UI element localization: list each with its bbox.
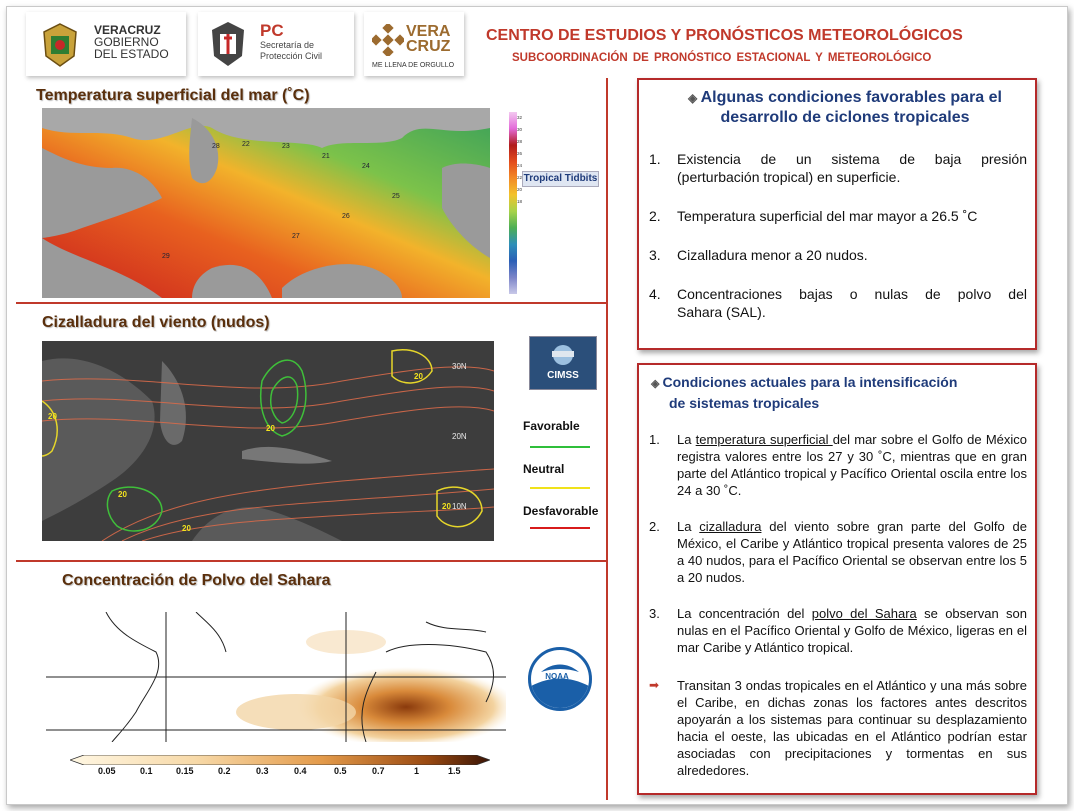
panel2-title — [651, 373, 1031, 413]
item-text-line1: Existencia de un sistema de baja presión — [677, 151, 1027, 167]
veracruz-line1: VERACRUZ — [94, 23, 161, 37]
sst-map-number: 23 — [282, 143, 290, 150]
sst-map-number: 22 — [242, 141, 250, 148]
noaa-logo — [528, 647, 592, 711]
cruz-text: CRUZ — [406, 38, 451, 55]
panel1-title — [659, 88, 1031, 128]
sst-scale-label: 24 — [517, 163, 523, 168]
item-number: 2. — [649, 519, 660, 534]
page-title: CENTRO DE ESTUDIOS Y PRONÓSTICOS METEOROLÓGICOS — [486, 27, 963, 44]
item-prefix: La — [677, 519, 700, 534]
panel1-title-line2: desarrollo de ciclones tropicales — [720, 109, 970, 126]
sst-map-number: 28 — [212, 143, 220, 150]
dust-map-graphic — [46, 612, 506, 742]
sst-map-number: 27 — [292, 233, 300, 240]
legend-unfavorable-line — [530, 527, 590, 529]
dust-scale-label: 0.05 — [98, 766, 116, 776]
sst-scale-labels — [517, 112, 527, 294]
ornament-icon — [372, 24, 404, 56]
sst-map-number: 25 — [392, 193, 400, 200]
diamond-bullet-icon: ◈ — [688, 91, 701, 105]
sst-scale-label: 28 — [517, 139, 523, 144]
current-item — [649, 677, 1027, 785]
page-subtitle: SUBCOORDINACIÓN DE PRONÓSTICO ESTACIONAL Y METEOROLÓGICO — [512, 52, 932, 64]
section-separator-2 — [16, 560, 606, 562]
legend-unfavorable-label: Desfavorable — [523, 504, 599, 518]
contour-label: 20 — [414, 372, 423, 381]
panel2-title-line2: de sistemas tropicales — [669, 395, 820, 411]
contour-label: 20 — [182, 524, 191, 533]
item-text-line1: Concentraciones bajas o nulas de polvo del — [677, 286, 1027, 302]
diamond-bullet-icon: ◈ — [651, 378, 663, 390]
item-text-line1: Temperatura superficial del mar mayor a 26.5 ˚C — [677, 208, 978, 224]
current-item — [649, 605, 1027, 659]
dust-title: Concentración de Polvo del Sahara — [62, 572, 331, 589]
sst-title: Temperatura superficial del mar (˚C) — [36, 87, 310, 104]
contour-label: 20 — [266, 424, 275, 433]
item-keyword: polvo del Sahara — [811, 606, 917, 621]
panel1-title-line1: Algunas condiciones favorables para el — [700, 89, 1002, 106]
item-text-line1: Cizalladura menor a 20 nudos. — [677, 247, 868, 263]
dust-map — [46, 612, 506, 742]
sst-map-graphic — [42, 108, 490, 298]
legend-favorable-label: Favorable — [523, 419, 580, 433]
item-number: 4. — [649, 286, 661, 302]
dust-scale-label: 0.7 — [372, 766, 385, 776]
pc-line2: Protección Civil — [260, 51, 323, 61]
satellite-icon — [548, 341, 578, 367]
dust-scale-labels — [84, 766, 476, 778]
favorable-item — [649, 246, 1027, 266]
contour-label: 20 — [48, 412, 57, 421]
veracruz-orgullo-logo — [364, 12, 464, 76]
sst-scale-label: 20 — [517, 187, 523, 192]
favorable-item — [649, 207, 1027, 227]
veracruz-government-logo — [26, 12, 186, 76]
dust-scale-bar — [70, 755, 490, 765]
item-number: 2. — [649, 208, 661, 224]
item-number: 3. — [649, 247, 661, 263]
sst-map — [42, 108, 490, 298]
item-number: 1. — [649, 151, 661, 167]
contour-label: 20 — [118, 490, 127, 499]
item-prefix: La — [677, 432, 696, 447]
item-number: 3. — [649, 606, 660, 621]
item-prefix: La concentración del — [677, 606, 812, 621]
section-separator-1 — [16, 302, 606, 304]
item-text-line2: (perturbación tropical) en superficie. — [677, 169, 901, 185]
lat-label-10n: 10N — [452, 502, 467, 511]
item-text-line2: Sahara (SAL). — [677, 304, 766, 320]
noaa-text: NOAA — [545, 672, 569, 681]
contour-label: 20 — [442, 502, 451, 511]
item-keyword: temperatura superficial — [695, 432, 833, 447]
current-conditions-panel — [637, 363, 1037, 795]
veracruz-line3: DEL ESTADO — [94, 47, 169, 61]
item-text: del mar sobre el Golfo de México registra valores entre los 27 y 30 ˚C, mientras que en gran parte del Atlántico tropical y Pacífico Oriental oscila entre los 24 a 30 ˚C. — [677, 432, 1027, 498]
sst-scale-label: 22 — [517, 175, 523, 180]
sst-scale-label: 26 — [517, 151, 523, 156]
sst-map-number: 26 — [342, 213, 350, 220]
dust-scale-label: 0.1 — [140, 766, 153, 776]
dust-scale-label: 1 — [414, 766, 420, 776]
dust-scale-label: 1.5 — [448, 766, 461, 776]
current-item — [649, 431, 1027, 503]
panel2-title-line1: Condiciones actuales para la intensificación — [662, 374, 958, 390]
cimss-text: CIMSS — [547, 370, 579, 381]
sst-map-number: 24 — [362, 163, 370, 170]
dust-scale-label: 0.5 — [334, 766, 347, 776]
favorable-item — [649, 285, 1027, 323]
item-keyword: cizalladura — [699, 519, 762, 534]
favorable-conditions-panel — [637, 78, 1037, 350]
legend-favorable-line — [530, 446, 590, 448]
dust-scale-label: 0.3 — [256, 766, 269, 776]
pc-line1: Secretaría de — [260, 40, 315, 50]
lat-label-30n: 30N — [452, 362, 467, 371]
sst-scale-label: 30 — [517, 127, 523, 132]
current-item — [649, 518, 1027, 590]
sst-scale-label: 32 — [517, 115, 523, 120]
lat-label-20n: 20N — [452, 432, 467, 441]
item-text: se observan son nulas en el Pacífico Oriental y Golfo de México, ligeras en el mar Caribe y Atlántico tropical. — [677, 606, 1027, 655]
pc-shield-icon — [208, 20, 248, 68]
arrow-bullet-icon: ➡ — [649, 678, 660, 692]
shear-title: Cizalladura del viento (nudos) — [42, 314, 270, 331]
legend-neutral-label: Neutral — [523, 462, 565, 476]
tropical-tidbits-badge — [522, 171, 599, 187]
veracruz-line2: GOBIERNO — [94, 35, 159, 49]
vera-text: VERA — [406, 23, 451, 40]
dust-color-scale — [70, 752, 490, 762]
shear-map — [42, 341, 494, 541]
dust-scale-label: 0.4 — [294, 766, 307, 776]
sst-map-number: 21 — [322, 153, 330, 160]
tropical-tidbits-text: Tropical Tidbits — [523, 173, 598, 184]
dust-scale-label: 0.15 — [176, 766, 194, 776]
legend-neutral-line — [530, 487, 590, 489]
item-text: Transitan 3 ondas tropicales en el Atlántico y una más sobre el Caribe, en dichas zonas los factores antes descritos apoyarán a los sistemas para continuar su desplazamiento hacia el oeste, las ubicadas en el Atlántico podrían estar asociadas con precipitaciones y tormentas en sus alrededores. — [677, 678, 1027, 778]
shear-map-graphic — [42, 341, 494, 541]
favorable-item — [649, 150, 1027, 188]
proteccion-civil-logo — [198, 12, 354, 76]
sst-color-scale — [509, 112, 517, 294]
sst-map-number: 29 — [162, 253, 170, 260]
sst-scale-label: 18 — [517, 199, 523, 204]
orgullo-tagline: ME LLENA DE ORGULLO — [372, 62, 455, 69]
item-text: del viento sobre gran parte del Golfo de México, el Caribe y Atlántico tropical presenta valores de 25 a 40 nudos, para el Pacífico Oriental se observan entre los 5 a 20 nudos. — [677, 519, 1028, 585]
dust-scale-label: 0.2 — [218, 766, 231, 776]
pc-abbr: PC — [260, 21, 284, 40]
coat-of-arms-icon — [40, 22, 80, 68]
item-number: 1. — [649, 432, 660, 447]
cimss-badge — [529, 336, 597, 390]
vertical-divider — [606, 78, 608, 800]
